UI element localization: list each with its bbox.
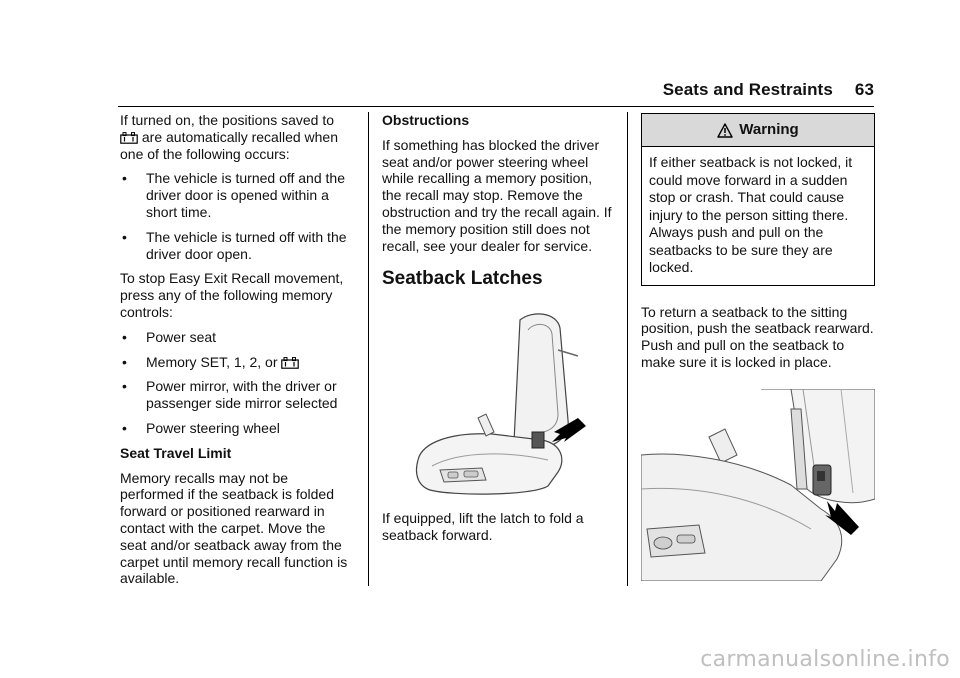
memory-button-icon: [120, 132, 138, 144]
warning-triangle-icon: [717, 123, 733, 138]
seatback-latches-title: Seatback Latches: [382, 268, 543, 290]
header-rule: [118, 106, 874, 107]
column-2: [382, 112, 612, 552]
page-number: 63: [854, 80, 874, 99]
return-seatback-paragraph: To return a seatback to the sitting position, push the seatback rearward. Push and pull on the seatback to make sure it is locked in place.: [641, 303, 874, 370]
latch-caption: If equipped, lift the latch to fold a seatback forward.: [382, 510, 584, 544]
intro-text-cont: are automatically recalled when one of the following occurs:: [120, 128, 338, 162]
list-item: • Memory SET, 1, 2, or: [120, 354, 355, 371]
memory-button-icon: [281, 357, 299, 369]
obstructions-paragraph: If something has blocked the driver seat and/or power steering wheel while recalling a memory position, the recall may stop. Remove the obstruction and try the recall again. If the memory position still does not recall, see your dealer for service.: [382, 136, 612, 254]
column-divider-2: [627, 112, 628, 586]
stop-recall-paragraph: To stop Easy Exit Recall movement, press any of the following memory controls:: [120, 270, 344, 320]
seat-latch-closeup-illustration: [641, 389, 875, 581]
column-divider-1: [368, 112, 369, 586]
list-item: • Power seat: [122, 328, 217, 345]
list-item: • The vehicle is turned off and the driver door is opened within a short time.: [122, 170, 345, 220]
watermark: carmanualsonline.info: [700, 647, 950, 672]
seat-travel-limit-heading: Seat Travel Limit: [120, 444, 232, 461]
warning-header: [642, 114, 874, 147]
intro-text: If turned on, the positions saved to: [120, 112, 335, 128]
warning-box: [641, 113, 875, 286]
seat-travel-limit-paragraph: Memory recalls may not be performed if the seatback is folded forward or positioned rearward in contact with the carpet. Move the seat and/or seatback away from the carpet until memory recall function is available.: [120, 469, 348, 587]
list-item: • The vehicle is turned off with the driver door open.: [122, 228, 347, 262]
list-item: • Power steering wheel: [122, 419, 280, 436]
obstructions-heading: Obstructions: [382, 112, 470, 128]
running-head-title: Seats and Restraints: [662, 80, 833, 99]
column-1: [120, 112, 355, 595]
column-3: [641, 113, 875, 581]
running-head: [663, 80, 874, 100]
warning-text: If either seatback is not locked, it could move forward in a sudden stop or crash. That could cause injury to the person sitting there. Always push and pull on the seatbacks to be sure they are locked.: [649, 154, 853, 275]
warning-title: Warning: [739, 120, 799, 138]
intro-paragraph: [120, 112, 355, 162]
list-item: • Power mirror, with the driver or passenger side mirror selected: [122, 378, 338, 412]
seat-latch-illustration: [382, 310, 612, 496]
